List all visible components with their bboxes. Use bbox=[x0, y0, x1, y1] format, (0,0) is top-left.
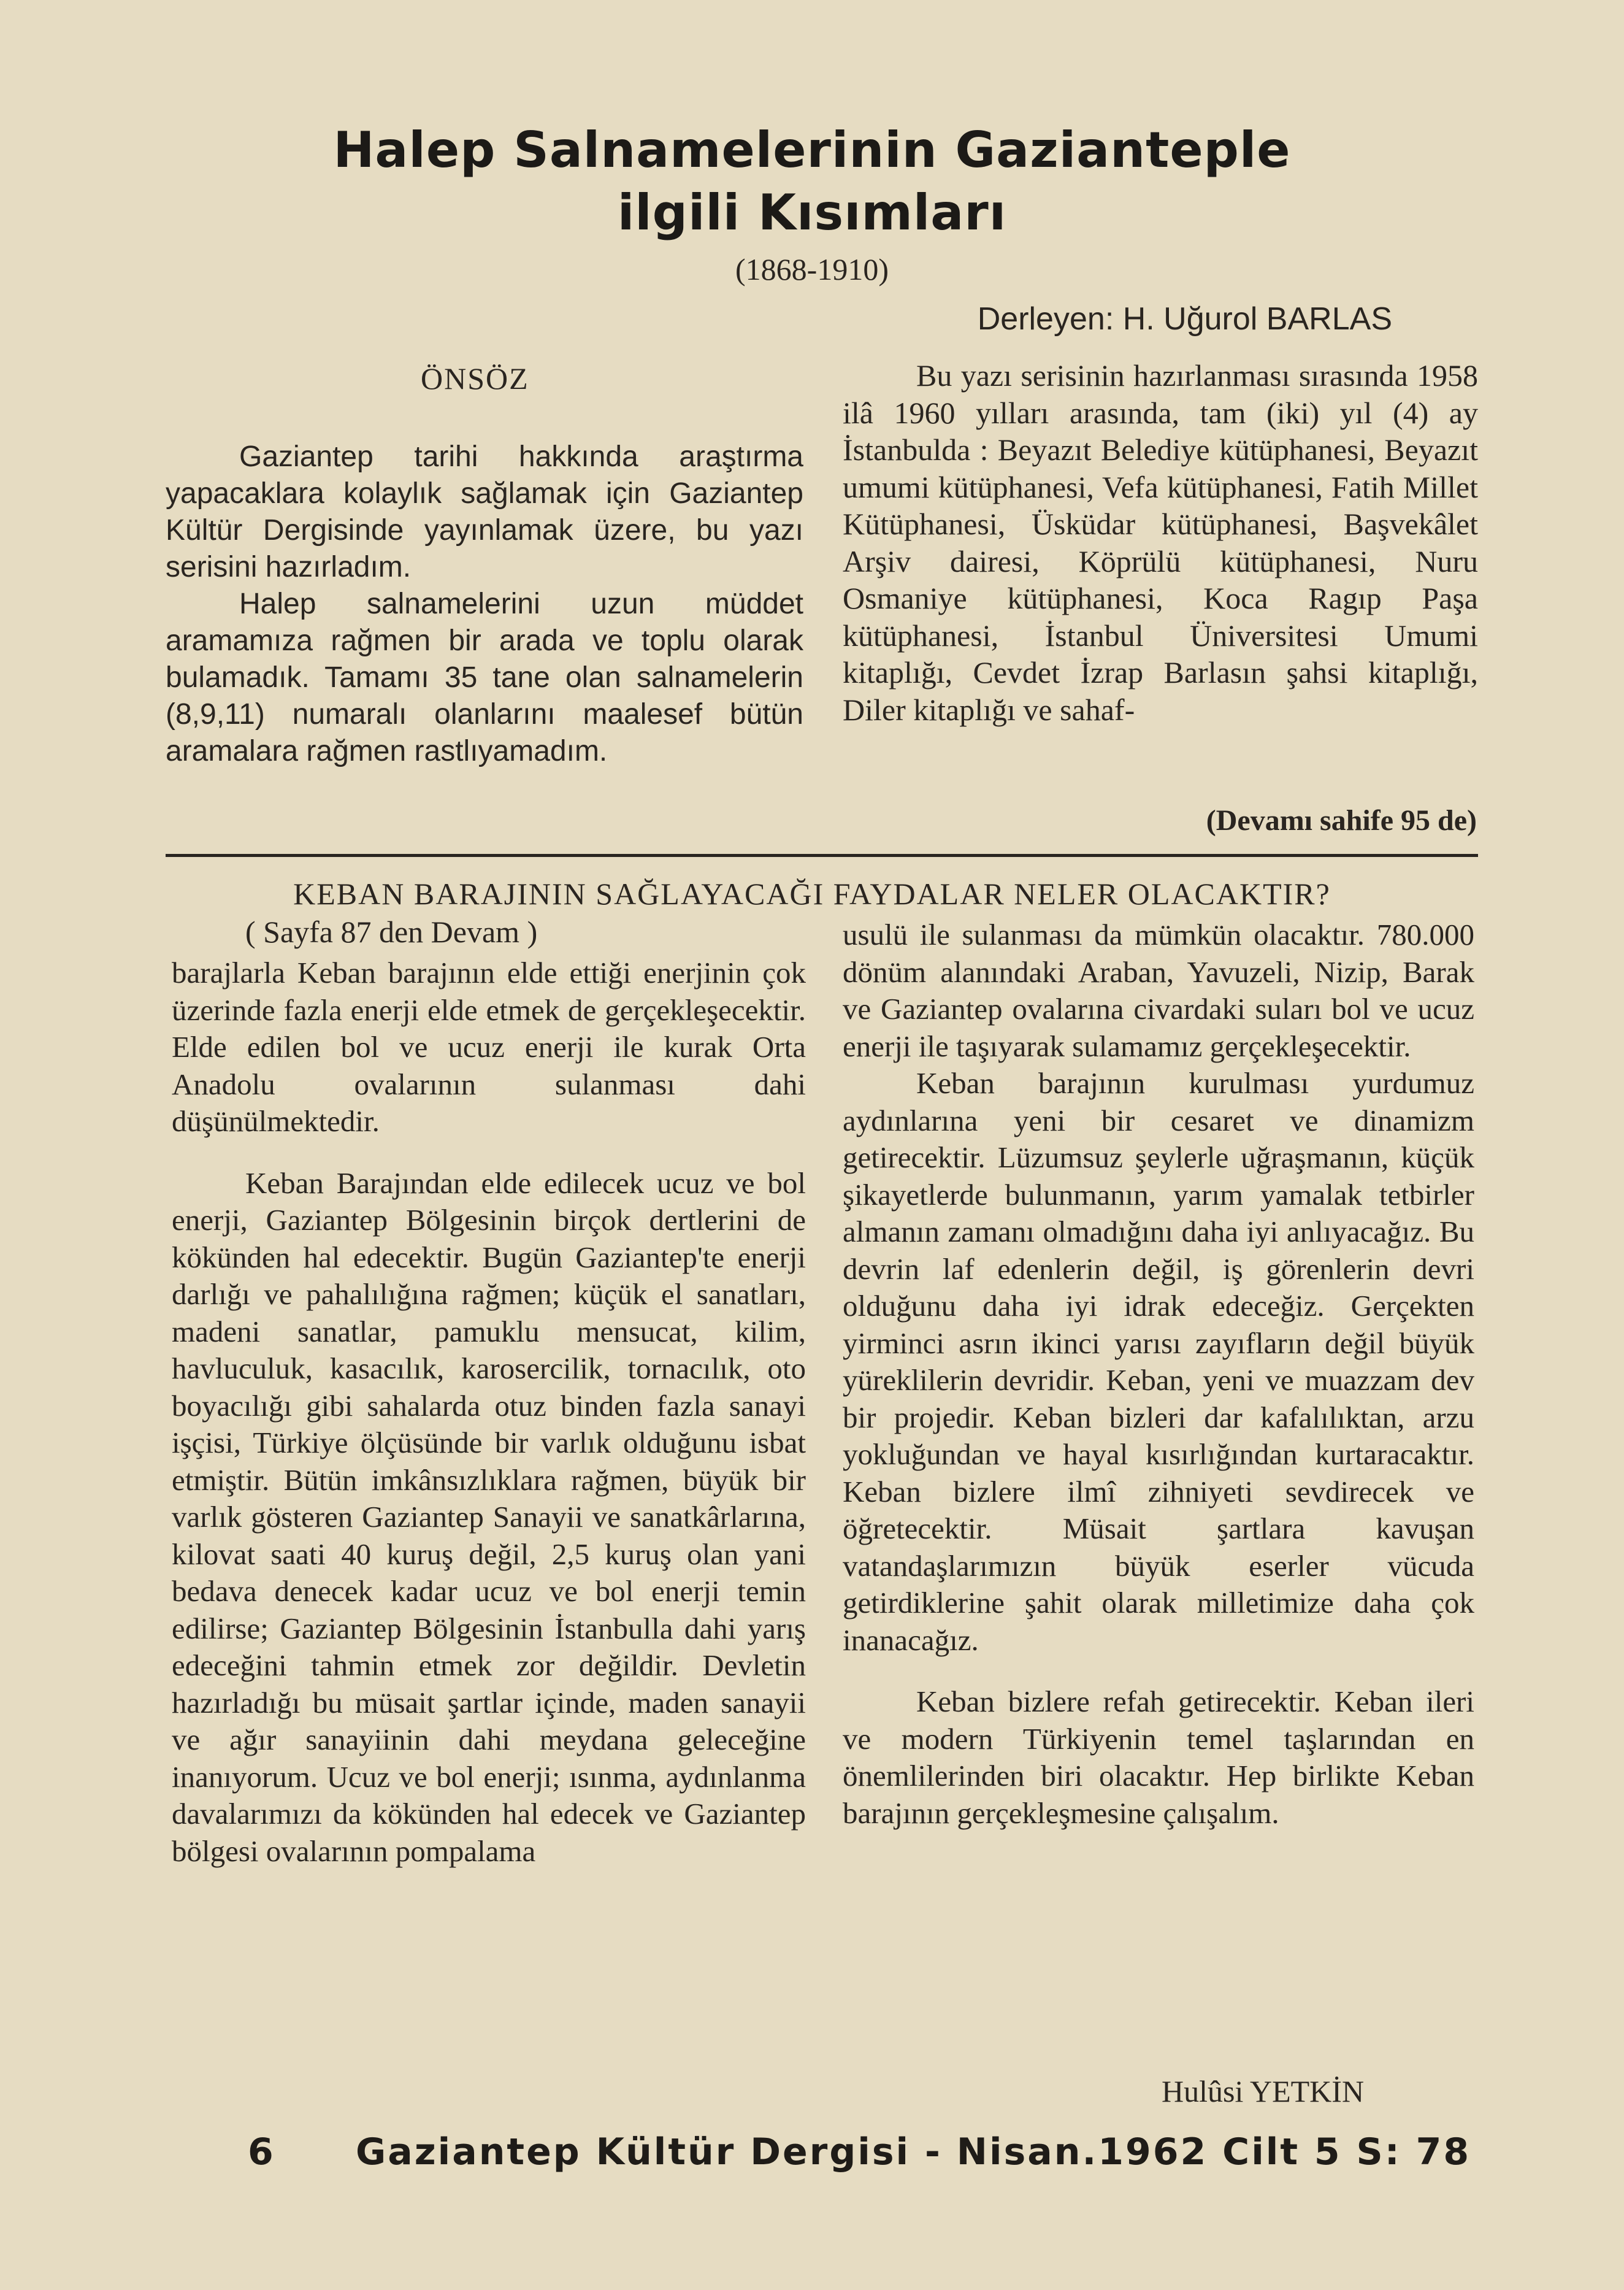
preface-paragraph-2: Halep salnamelerini uzun müddet aramamıza rağmen bir arada ve toplu olarak bulamadık. Tamamı 35 tane olan salnamelerin (8,9,11) numaralı olanlarını maalesef bütün aramalara rağmen rastlıyamadım. bbox=[166, 588, 803, 767]
author-signature: Hulûsi YETKİN bbox=[1162, 2074, 1365, 2108]
keban-right-column bbox=[843, 916, 1474, 1832]
preface-paragraph-1: Gaziantep tarihi hakkında araştırma yapacaklara kolaylık sağlamak için Gaziantep Kültür Dergisinde yayınlamak üzere, bu yazı serisini hazırladım. bbox=[166, 440, 803, 583]
continued-note: (Devamı sahife 95 de) bbox=[1206, 804, 1477, 837]
article-years: (1868-1910) bbox=[735, 252, 889, 286]
keban-heading: KEBAN BARAJININ SAĞLAYACAĞI FAYDALAR NELER OLACAKTIR? bbox=[293, 877, 1331, 911]
preface-heading: ÖNSÖZ bbox=[421, 361, 529, 396]
keban-page-reference: ( Sayfa 87 den Devam ) bbox=[245, 915, 538, 949]
section-divider bbox=[166, 854, 1478, 857]
preface-paragraph-3: Bu yazı serisinin hazırlanması sırasında 1958 ilâ 1960 yılları arasında, tam (iki) yıl (4) ay İstanbulda : Beyazıt Belediye kütüphanesi, Beyazıt umumi kütüphanesi, Vefa kütüphanesi, Fatih Millet Kütüphanesi, Üsküdar kütüphanesi, Başvekâlet Arşiv dairesi, Köprülü kütüphanesi, Nuru Osmaniye kütüphanesi, Koca Ragıp Paşa kütüphanesi, İstanbul Üniversitesi Umumi kitaplığı, Cevdet İzrap Barlasın şahsi kitaplığı, Diler kitaplığı ve sahaf- bbox=[843, 358, 1478, 727]
keban-paragraph-2: Keban Barajından elde edilecek ucuz ve bol enerji, Gaziantep Bölgesinin birçok dertlerini de kökünden hal edecektir. Bugün Gaziantep'te enerji darlığı ve pahalılığına rağmen; küçük el sanatları, madeni sanatlar, pamuklu mensucat, kilim, havluculuk, kasacılık, karosercilik, tornacılık, oto boyacılığı gibi sahalarda otuz binden fazla sanayi işçisi, Türkiye ölçüsünde bir varlık olduğunu isbat etmiştir. Bütün imkânsızlıklara rağmen, büyük bir varlık gösteren Gaziantep Sanayii ve sanatkârlarına, kilovat saati 40 kuruş değil, 2,5 kuruş olan yani bedava denecek kadar ucuz ve bol enerji temin edilirse; Gaziantep Bölgesinin İstanbulla dahi yarış edeceğini tahmin etmek zor değildir. Devletin hazırladığı bu müsait şartlar içinde, maden sanayii ve ağır sanayiinin dahi meydana geleceğine inanıyorum. Ucuz ve bol enerji; ısınma, aydınlanma davalarımızı da kökünden hal edecek ve Gaziantep bölgesi ovalarının pompalama bbox=[172, 1166, 806, 1868]
article-title-line2: ilgili Kısımları bbox=[617, 184, 1007, 241]
keban-paragraph-4: Keban barajının kurulması yurdumuz aydınlarına yeni bir cesaret ve dinamizm getirecektir. Lüzumsuz şeylerle uğraşmanın, küçük şikayetlerde bulunmanın, yarım yamalak tetbirler almanın zamanı olmadığını daha iyi anlıyacağız. Bu devrin laf edenlerin değil, iş görenlerin devri olduğunu daha iyi idrak edeceğiz. Gerçekten yirminci asrın ikinci yarısı zayıfların değil büyük yüreklilerin devridir. Keban, yeni ve muazzam dev bir projedir. Keban bizleri dar kafalılıktan, arzu yokluğundan ve hayal kısırlığından kurtaracaktır. Keban bizlere ilmî zihniyeti sevdirecek ve öğretecektir. Müsait şartlara kavuşan vatandaşlarımızın büyük eserler vücuda getirdiklerine şahit olarak milletimize daha çok inanacağız. bbox=[843, 1066, 1474, 1657]
preface-right-column bbox=[843, 357, 1478, 728]
keban-paragraph-3: usulü ile sulanması da mümkün olacaktır. 780.000 dönüm alanındaki Araban, Yavuzeli, Nizip, Barak ve Gaziantep ovalarına civardaki suları bol ve ucuz enerji ile taşıyarak sulamamız gerçekleşecektir. bbox=[843, 918, 1474, 1063]
keban-left-column bbox=[172, 955, 806, 1870]
page-number: 6 bbox=[248, 2131, 274, 2173]
preface-left-column bbox=[166, 439, 803, 770]
journal-citation: Gaziantep Kültür Dergisi - Nisan.1962 Cilt 5 S: 78 bbox=[356, 2131, 1471, 2173]
keban-paragraph-1: barajlarla Keban barajının elde ettiği enerjinin çok üzerinde fazla enerji elde etmek de gerçekleşecektir. Elde edilen bol ve ucuz enerji ile kurak Orta Anadolu ovalarının sulanması dahi düşünülmektedir. bbox=[172, 956, 806, 1138]
compiler-byline: Derleyen: H. Uğurol BARLAS bbox=[977, 301, 1392, 337]
article-title-line1: Halep Salnamelerinin Gazianteple bbox=[333, 121, 1291, 179]
keban-paragraph-5: Keban bizlere refah getirecektir. Keban ileri ve modern Türkiyenin temel taşlarından en önemlilerinden biri olacaktır. Hep birlikte Keban barajının gerçekleşmesine çalışalım. bbox=[843, 1685, 1474, 1830]
